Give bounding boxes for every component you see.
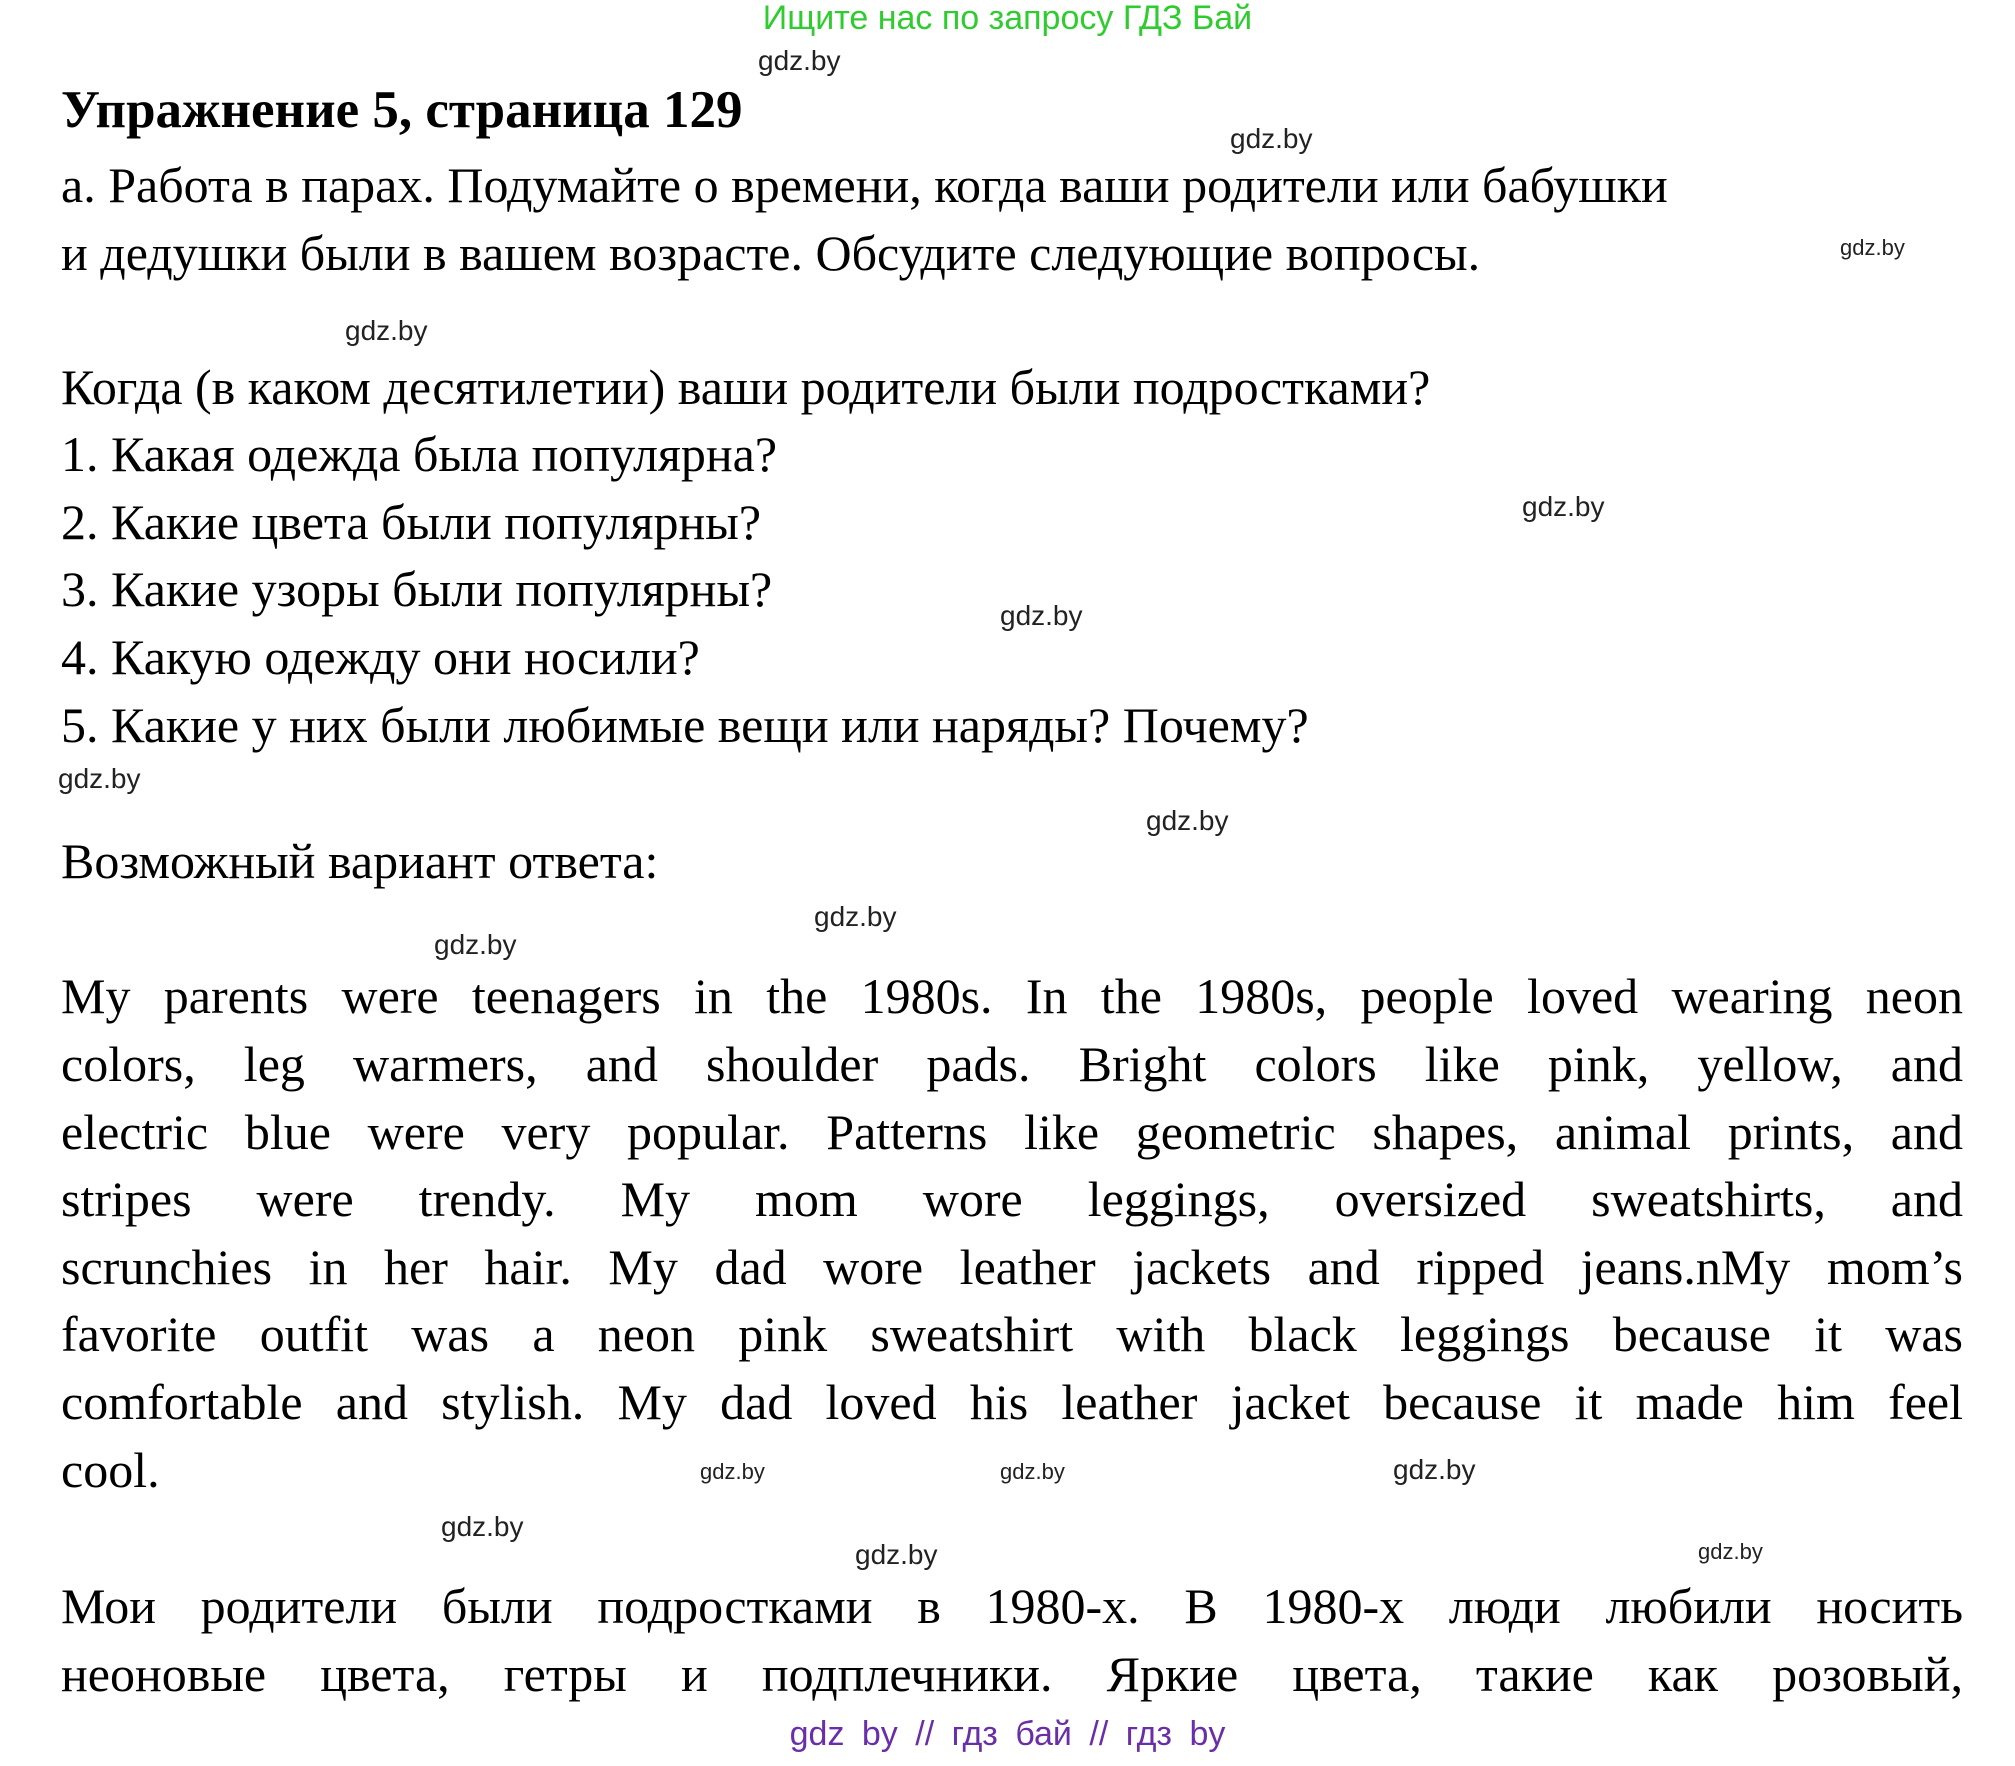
english-answer-line: colors, leg warmers, and shoulder pads. Bright colors like pink, yellow, and <box>61 1036 1963 1092</box>
english-answer-line: electric blue were very popular. Patterns like geometric shapes, animal prints, and <box>61 1104 1963 1160</box>
watermark: gdz.by <box>1393 1454 1476 1485</box>
watermark: gdz.by <box>855 1539 938 1570</box>
english-answer-line: comfortable and stylish. My dad loved his leather jacket because it made him feel <box>61 1374 1963 1430</box>
watermark: gdz.by <box>345 315 428 346</box>
answer-label: Возможный вариант ответа: <box>61 833 659 889</box>
watermark: gdz.by <box>441 1511 524 1542</box>
watermark: gdz.by <box>814 901 897 932</box>
question-item: 1. Какая одежда была популярна? <box>61 426 778 482</box>
russian-answer-line: Мои родители были подростками в 1980-х. В 1980-х люди любили носить <box>61 1578 1963 1634</box>
task-line: и дедушки были в вашем возрасте. Обсудите следующие вопросы. <box>61 225 1481 281</box>
watermark: gdz.by <box>1000 1459 1065 1484</box>
watermark: gdz.by <box>1230 123 1313 154</box>
watermark: gdz.by <box>700 1459 765 1484</box>
watermark: gdz.by <box>434 929 517 960</box>
english-answer-line: scrunchies in her hair. My dad wore leather jackets and ripped jeans.nMy mom’s <box>61 1239 1963 1295</box>
english-answer-line: cool. <box>61 1442 160 1498</box>
english-answer-line: stripes were trendy. My mom wore leggings, oversized sweatshirts, and <box>61 1171 1963 1227</box>
top-banner-link[interactable]: Ищите нас по запросу ГДЗ Бай <box>762 0 1253 37</box>
bottom-banner-link[interactable]: gdz by // гдз бай // гдз by <box>789 1715 1226 1753</box>
question-intro: Когда (в каком десятилетии) ваши родители были подростками? <box>61 359 1431 415</box>
question-item: 2. Какие цвета были популярны? <box>61 494 762 550</box>
question-item: 4. Какую одежду они носили? <box>61 629 700 685</box>
question-item: 5. Какие у них были любимые вещи или наряды? Почему? <box>61 697 1309 753</box>
page-title: Упражнение 5, страница 129 <box>61 81 743 139</box>
question-item: 3. Какие узоры были популярны? <box>61 561 773 617</box>
watermark: gdz.by <box>1146 805 1229 836</box>
english-answer-line: favorite outfit was a neon pink sweatshirt with black leggings because it was <box>61 1306 1963 1362</box>
watermark: gdz.by <box>1840 235 1905 260</box>
watermark: gdz.by <box>58 763 141 794</box>
watermark: gdz.by <box>1522 491 1605 522</box>
english-answer-line: My parents were teenagers in the 1980s. In the 1980s, people loved wearing neon <box>61 968 1963 1024</box>
task-line: а. Работа в парах. Подумайте о времени, когда ваши родители или бабушки <box>61 157 1668 213</box>
watermark: gdz.by <box>758 45 841 76</box>
watermark: gdz.by <box>1698 1539 1763 1564</box>
watermark: gdz.by <box>1000 600 1083 631</box>
russian-answer-line: неоновые цвета, гетры и подплечники. Яркие цвета, такие как розовый, <box>61 1646 1963 1702</box>
